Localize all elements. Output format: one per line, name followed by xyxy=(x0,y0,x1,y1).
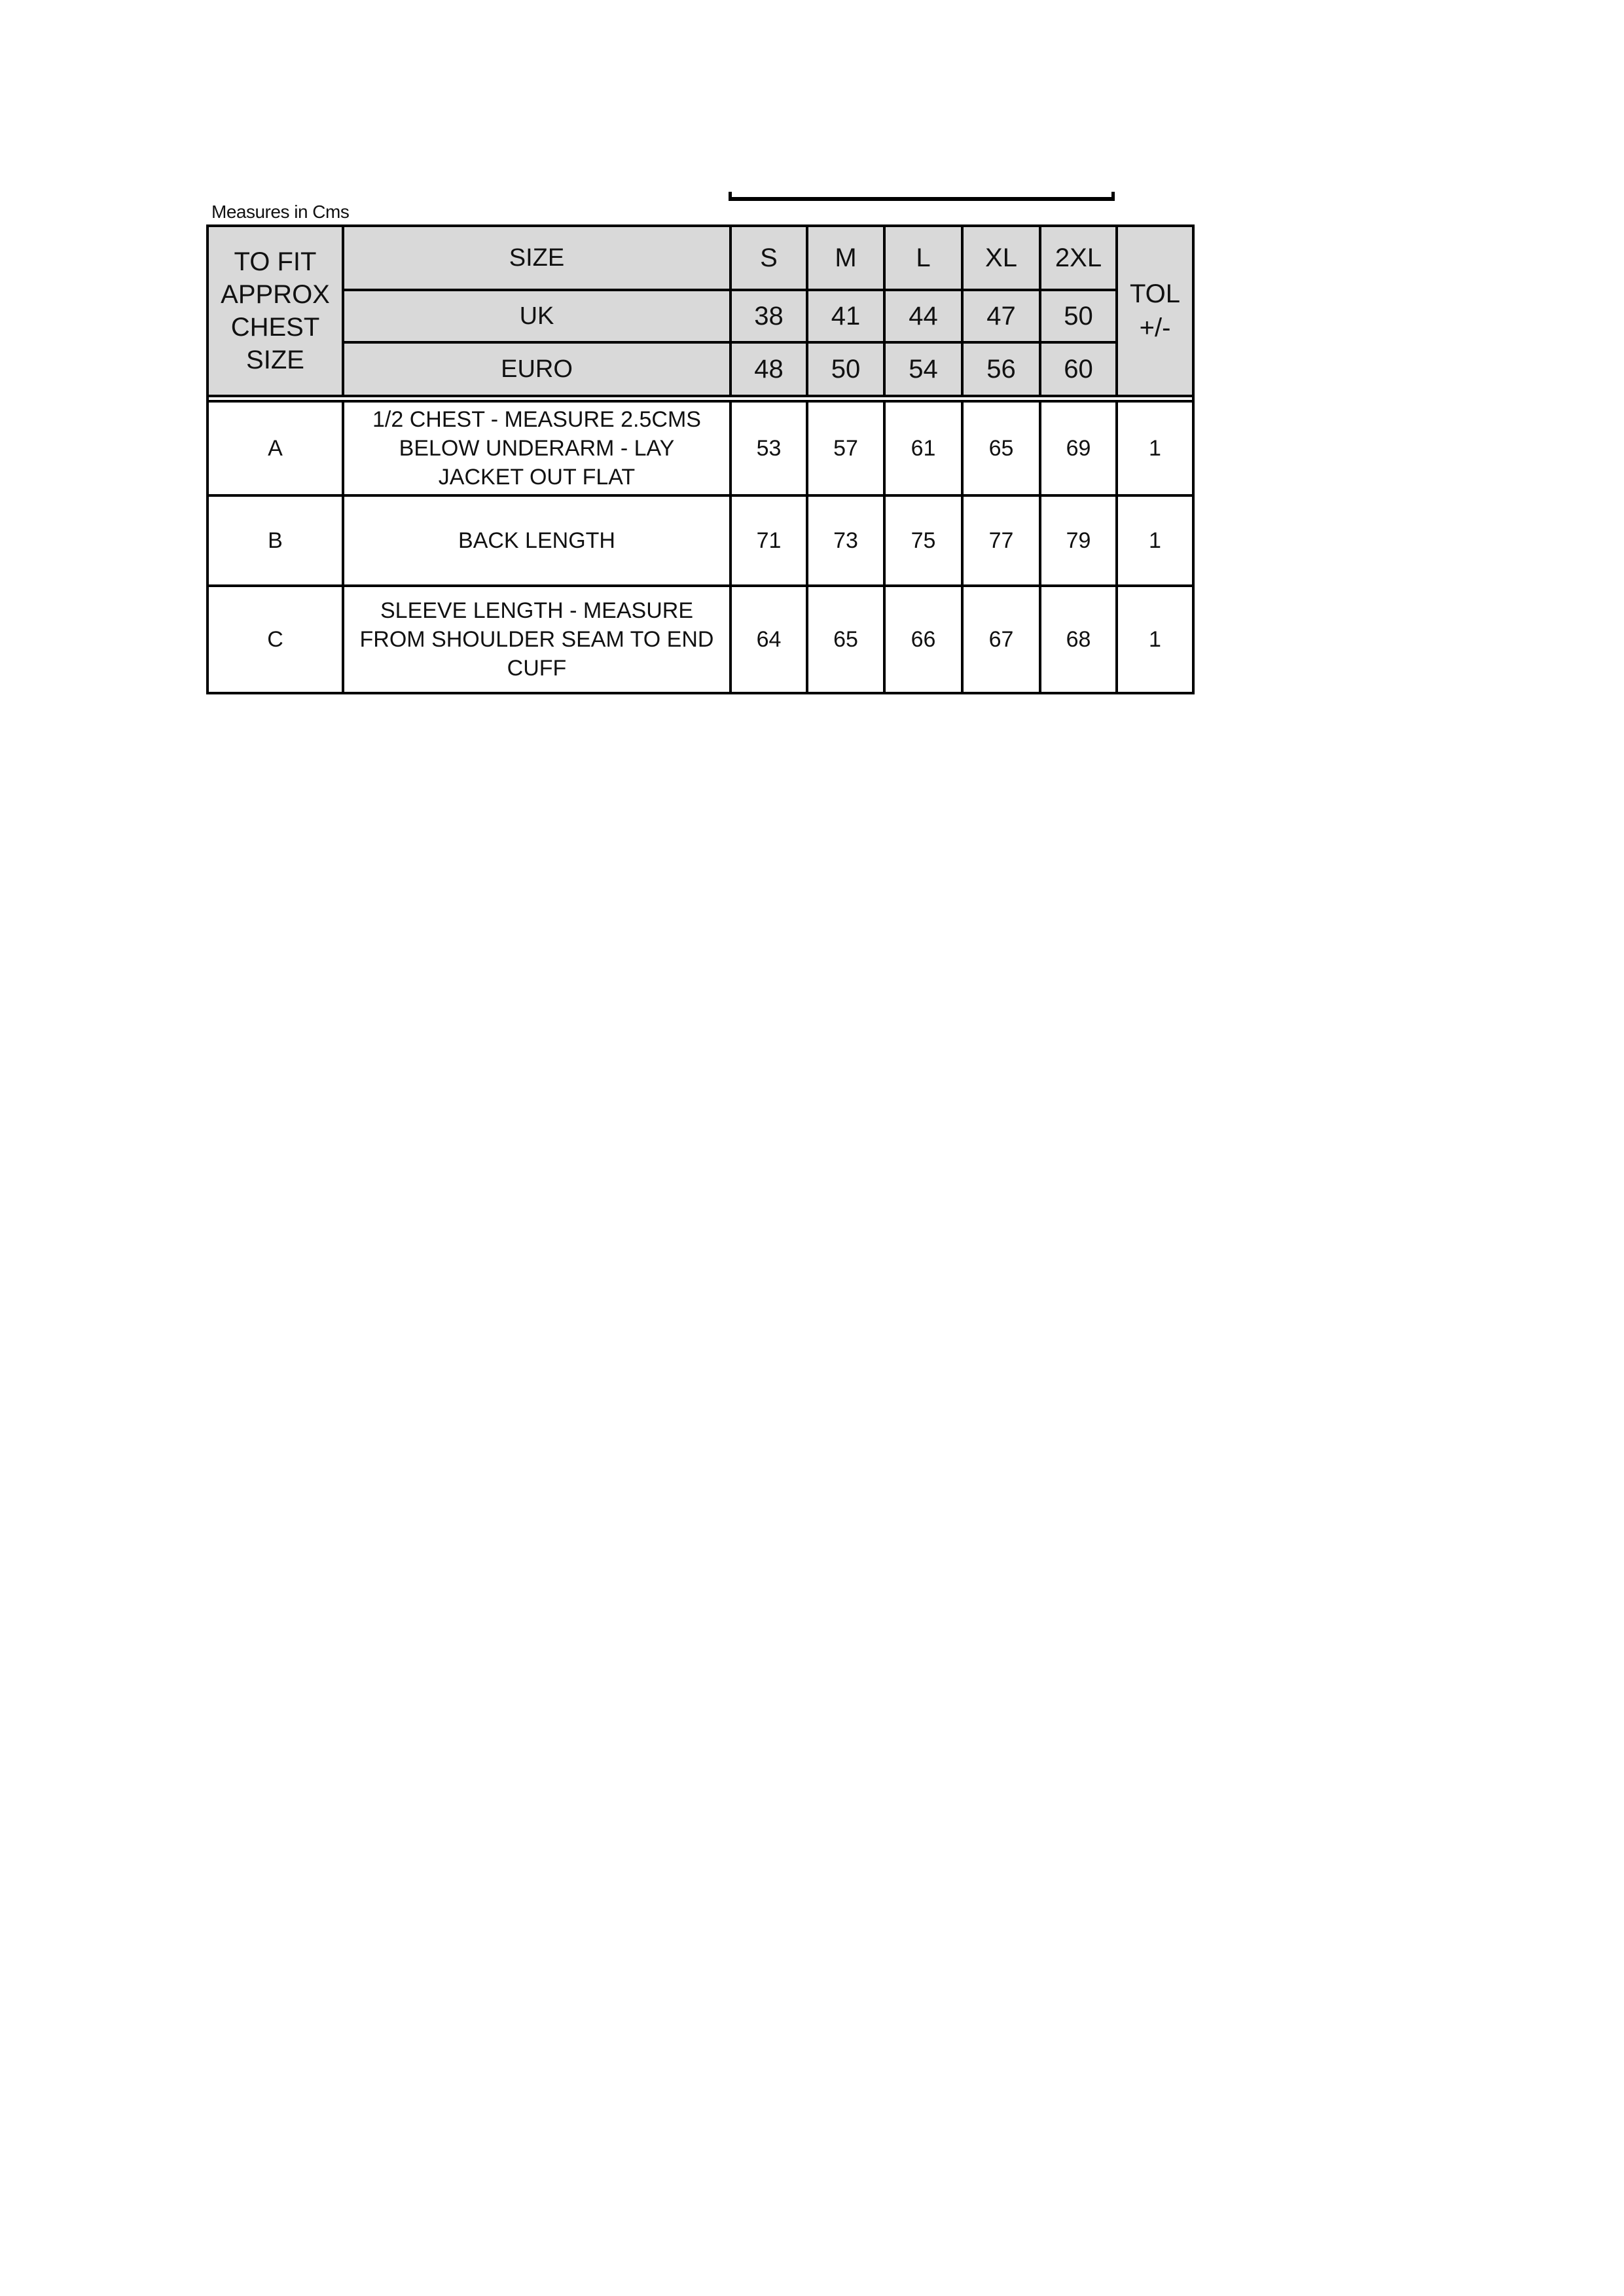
header-row-uk xyxy=(208,290,1193,342)
tolerance-value: 1 xyxy=(1117,586,1193,693)
euro-size-cell: 54 xyxy=(884,342,962,396)
description-line: BACK LENGTH xyxy=(458,528,615,553)
uk-size-cell: 44 xyxy=(884,290,962,342)
size-cell: M xyxy=(807,226,884,290)
size-cell: 2XL xyxy=(1040,226,1117,290)
header-separator xyxy=(208,396,1193,401)
measure-value: 66 xyxy=(884,586,962,693)
table-row xyxy=(208,401,1193,495)
table-row xyxy=(208,586,1193,693)
size-cell: L xyxy=(884,226,962,290)
measure-value: 61 xyxy=(884,401,962,495)
size-cell: XL xyxy=(962,226,1040,290)
description-line: 1/2 CHEST - MEASURE 2.5CMS xyxy=(372,406,701,432)
fit-label-line: APPROX xyxy=(221,280,330,309)
measure-value: 77 xyxy=(962,495,1040,586)
measure-value: 65 xyxy=(962,401,1040,495)
fit-label-line: SIZE xyxy=(246,346,304,374)
measure-value: 68 xyxy=(1040,586,1117,693)
description-line: JACKET OUT FLAT xyxy=(438,465,636,490)
tolerance-value: 1 xyxy=(1117,401,1193,495)
measure-value: 53 xyxy=(731,401,807,495)
fit-label-line: CHEST xyxy=(230,313,320,342)
tol-label-line: TOL xyxy=(1129,279,1181,308)
measure-code: B xyxy=(208,495,343,586)
measure-description xyxy=(343,586,731,693)
uk-size-cell: 50 xyxy=(1040,290,1117,342)
measure-value: 64 xyxy=(731,586,807,693)
measure-value: 57 xyxy=(807,401,884,495)
fit-label-line: TO FIT xyxy=(234,247,317,276)
row-label-euro: EURO xyxy=(343,342,731,396)
measure-code: C xyxy=(208,586,343,693)
measure-description xyxy=(343,401,731,495)
description-line: BELOW UNDERARM - LAY xyxy=(399,435,675,461)
measure-value: 65 xyxy=(807,586,884,693)
measure-code: A xyxy=(208,401,343,495)
description-line: SLEEVE LENGTH - MEASURE xyxy=(380,598,693,623)
size-chart-table xyxy=(206,224,1195,694)
row-label-size: SIZE xyxy=(343,226,731,290)
measure-value: 69 xyxy=(1040,401,1117,495)
measure-value: 79 xyxy=(1040,495,1117,586)
table-row xyxy=(208,495,1193,586)
measure-value: 73 xyxy=(807,495,884,586)
uk-size-cell: 38 xyxy=(731,290,807,342)
header-row-size xyxy=(208,226,1193,290)
uk-size-cell: 47 xyxy=(962,290,1040,342)
row-label-uk: UK xyxy=(343,290,731,342)
euro-size-cell: 50 xyxy=(807,342,884,396)
units-label: Measures in Cms xyxy=(211,202,350,222)
measure-description xyxy=(343,495,731,586)
uk-size-cell: 41 xyxy=(807,290,884,342)
description-line: FROM SHOULDER SEAM TO END xyxy=(359,626,714,652)
fit-label-cell xyxy=(208,226,343,396)
tol-label-line: +/- xyxy=(1139,314,1171,342)
euro-size-cell: 60 xyxy=(1040,342,1117,396)
description-line: CUFF xyxy=(507,656,567,681)
euro-size-cell: 48 xyxy=(731,342,807,396)
euro-size-cell: 56 xyxy=(962,342,1040,396)
header-row-euro xyxy=(208,342,1193,396)
tol-label-cell xyxy=(1117,226,1193,396)
measure-value: 67 xyxy=(962,586,1040,693)
size-cell: S xyxy=(731,226,807,290)
separator-cell xyxy=(208,396,1193,401)
measure-value: 71 xyxy=(731,495,807,586)
tolerance-value: 1 xyxy=(1117,495,1193,586)
size-bracket xyxy=(729,192,1115,201)
measure-value: 75 xyxy=(884,495,962,586)
